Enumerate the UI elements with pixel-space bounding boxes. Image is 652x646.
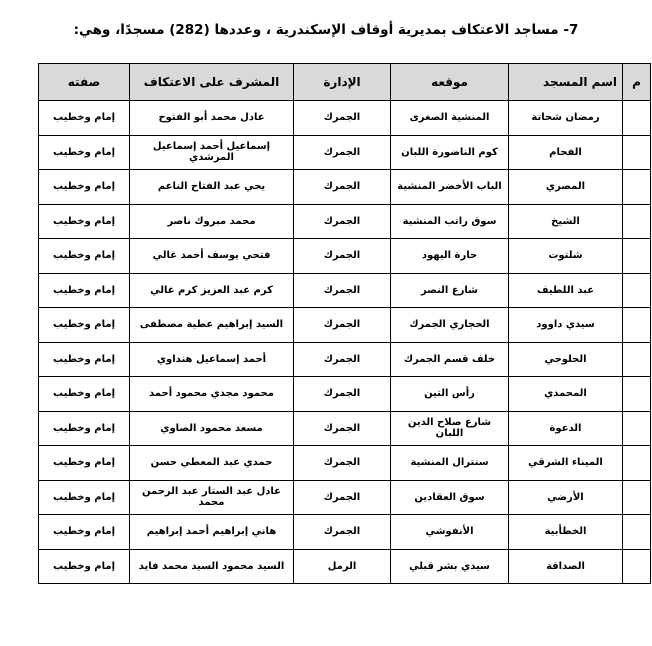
cell-administration: الجمرك xyxy=(294,273,391,308)
cell-capacity: إمام وخطيب xyxy=(39,342,130,377)
cell-capacity: إمام وخطيب xyxy=(39,377,130,412)
cell-supervisor: حمدي عبد المعطي حسن xyxy=(130,446,294,481)
mosque-table xyxy=(38,63,651,584)
cell-administration: الجمرك xyxy=(294,204,391,239)
cell-location: المنشية الصغرى xyxy=(391,101,509,136)
cell-supervisor: يحي عبد الفتاح الناعم xyxy=(130,170,294,205)
cell-mosque: الفحام xyxy=(509,135,623,170)
cell-supervisor: محمود مجدي محمود أحمد xyxy=(130,377,294,412)
cell-mosque: شلتوت xyxy=(509,239,623,274)
cell-mosque: الدعوة xyxy=(509,411,623,446)
cell-administration: الجمرك xyxy=(294,446,391,481)
cell-capacity: إمام وخطيب xyxy=(39,308,130,343)
table-row xyxy=(39,273,651,308)
cell-num xyxy=(623,135,651,170)
mosque-table-body xyxy=(39,101,651,584)
cell-mosque: المحمدي xyxy=(509,377,623,412)
cell-mosque: الحلوجي xyxy=(509,342,623,377)
cell-num xyxy=(623,411,651,446)
cell-administration: الجمرك xyxy=(294,170,391,205)
table-row xyxy=(39,342,651,377)
cell-num xyxy=(623,239,651,274)
cell-num xyxy=(623,204,651,239)
cell-num xyxy=(623,446,651,481)
cell-location: الباب الأخضر المنشية xyxy=(391,170,509,205)
column-header-supervisor: المشرف على الاعتكاف xyxy=(130,64,294,101)
cell-mosque: سيدي داوود xyxy=(509,308,623,343)
cell-supervisor: فتحي يوسف أحمد غالي xyxy=(130,239,294,274)
cell-num xyxy=(623,480,651,515)
table-row xyxy=(39,411,651,446)
table-row xyxy=(39,308,651,343)
cell-mosque: عبد اللطيف xyxy=(509,273,623,308)
cell-supervisor: السيد إبراهيم عطية مصطفى xyxy=(130,308,294,343)
table-row xyxy=(39,446,651,481)
document-page xyxy=(0,22,652,646)
cell-mosque: الشيخ xyxy=(509,204,623,239)
cell-location: كوم الناضورة اللبان xyxy=(391,135,509,170)
cell-location: خلف قسم الجمرك xyxy=(391,342,509,377)
cell-capacity: إمام وخطيب xyxy=(39,446,130,481)
column-header-administration: الإدارة xyxy=(294,64,391,101)
cell-administration: الجمرك xyxy=(294,101,391,136)
cell-mosque: رمضان شحاتة xyxy=(509,101,623,136)
table-row xyxy=(39,170,651,205)
cell-administration: الرمل xyxy=(294,549,391,584)
cell-administration: الجمرك xyxy=(294,480,391,515)
cell-location: الحجاري الجمرك xyxy=(391,308,509,343)
cell-supervisor: كرم عبد العزيز كرم غالي xyxy=(130,273,294,308)
table-row xyxy=(39,480,651,515)
cell-capacity: إمام وخطيب xyxy=(39,549,130,584)
table-row xyxy=(39,135,651,170)
table-row xyxy=(39,377,651,412)
cell-capacity: إمام وخطيب xyxy=(39,239,130,274)
cell-capacity: إمام وخطيب xyxy=(39,273,130,308)
cell-mosque: الميناء الشرقي xyxy=(509,446,623,481)
column-header-location: موقعه xyxy=(391,64,509,101)
cell-num xyxy=(623,170,651,205)
cell-supervisor: إسماعيل أحمد إسماعيل المرشدي xyxy=(130,135,294,170)
cell-location: رأس التين xyxy=(391,377,509,412)
cell-location: حارة اليهود xyxy=(391,239,509,274)
cell-supervisor: أحمد إسماعيل هنداوي xyxy=(130,342,294,377)
cell-supervisor: عادل عبد الستار عبد الرحمن محمد xyxy=(130,480,294,515)
cell-mosque: الأرضي xyxy=(509,480,623,515)
table-row xyxy=(39,239,651,274)
cell-location: سوق راتب المنشية xyxy=(391,204,509,239)
cell-supervisor: محمد مبروك ناصر xyxy=(130,204,294,239)
cell-mosque: الصداقة xyxy=(509,549,623,584)
cell-supervisor: عادل محمد أبو الفتوح xyxy=(130,101,294,136)
cell-administration: الجمرك xyxy=(294,308,391,343)
cell-num xyxy=(623,377,651,412)
column-header-capacity: صفته xyxy=(39,64,130,101)
cell-location: سيدي بشر قبلي xyxy=(391,549,509,584)
cell-administration: الجمرك xyxy=(294,342,391,377)
table-row xyxy=(39,549,651,584)
cell-location: شارع النصر xyxy=(391,273,509,308)
column-header-num: م xyxy=(623,64,651,101)
cell-capacity: إمام وخطيب xyxy=(39,204,130,239)
cell-capacity: إمام وخطيب xyxy=(39,515,130,550)
cell-capacity: إمام وخطيب xyxy=(39,135,130,170)
cell-administration: الجمرك xyxy=(294,239,391,274)
cell-num xyxy=(623,342,651,377)
cell-location: شارع صلاح الدين اللبان xyxy=(391,411,509,446)
table-row xyxy=(39,515,651,550)
cell-supervisor: السيد محمود السيد محمد فايد xyxy=(130,549,294,584)
column-header-mosque-name: اسم المسجد xyxy=(509,64,623,101)
cell-administration: الجمرك xyxy=(294,411,391,446)
cell-num xyxy=(623,515,651,550)
header-row xyxy=(39,64,651,101)
cell-administration: الجمرك xyxy=(294,377,391,412)
cell-num xyxy=(623,308,651,343)
cell-capacity: إمام وخطيب xyxy=(39,101,130,136)
cell-location: سوق العقادين xyxy=(391,480,509,515)
cell-mosque: الخطأبية xyxy=(509,515,623,550)
page-title: 7- مساجد الاعتكاف بمديرية أوقاف الإسكندرية ، وعددها (282) مسجدًا، وهي: xyxy=(73,22,579,38)
cell-administration: الجمرك xyxy=(294,135,391,170)
cell-capacity: إمام وخطيب xyxy=(39,170,130,205)
cell-mosque: المصري xyxy=(509,170,623,205)
cell-supervisor: مسعد محمود الصاوي xyxy=(130,411,294,446)
cell-location: الأنفوشي xyxy=(391,515,509,550)
cell-capacity: إمام وخطيب xyxy=(39,480,130,515)
table-header xyxy=(39,64,651,101)
cell-num xyxy=(623,101,651,136)
cell-administration: الجمرك xyxy=(294,515,391,550)
cell-location: سنترال المنشية xyxy=(391,446,509,481)
cell-capacity: إمام وخطيب xyxy=(39,411,130,446)
table-row xyxy=(39,204,651,239)
cell-num xyxy=(623,549,651,584)
cell-supervisor: هاني إبراهيم أحمد إبراهيم xyxy=(130,515,294,550)
table-row xyxy=(39,101,651,136)
cell-num xyxy=(623,273,651,308)
